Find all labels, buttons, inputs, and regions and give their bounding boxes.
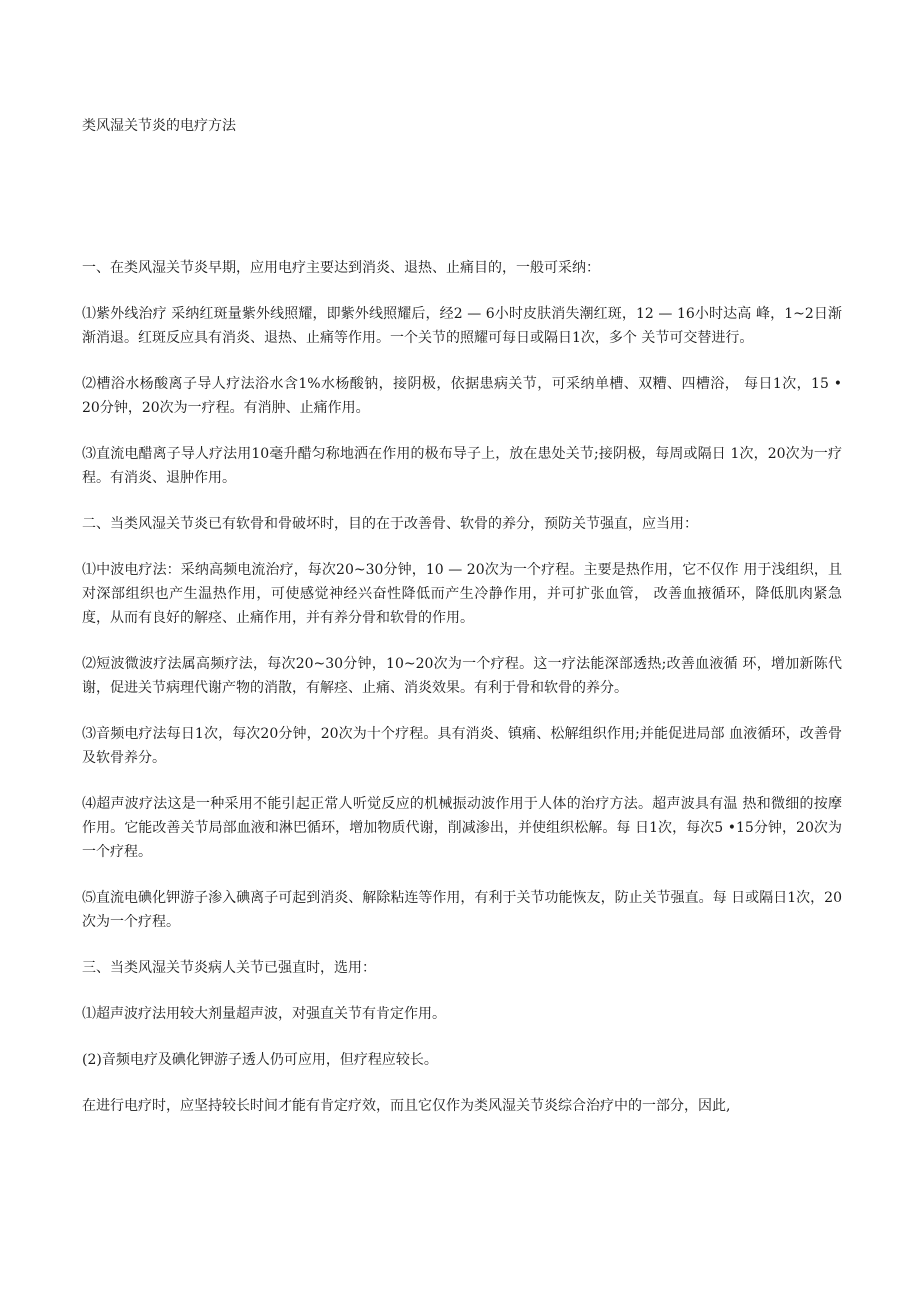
document-title: 类风湿关节炎的电疗方法 xyxy=(82,118,236,134)
section-1-intro: 一、在类风湿关节炎早期，应用电疗主要达到消炎、退热、止痛目的，一般可采纳： xyxy=(82,260,600,276)
section-2-item-1: ⑴中波电疗法：采纳高频电流治疗，每次20~30分钟，10 — 20次为一个疗程。主要是热作用，它不仅作 用于浅组织，且对深部组织也产生温热作用，可使感觉神经兴奋性降低而产生冷静作用，并可扩张血管， 改善血掖循环，降低肌肉紧急度，从而有良好的解痉、止痛作用，并有养分骨和软骨的作用。 xyxy=(82,562,842,626)
section-2-item-3: ⑶音频电疗法每日1次，每次20分钟，20次为十个疗程。具有消炎、镇痛、松解组织作用;并能促进局部 血液循环，改善骨及软骨养分。 xyxy=(82,726,842,766)
section-3-item-1: ⑴超声波疗法用较大剂量超声波，对强直关节有肯定作用。 xyxy=(82,1006,446,1022)
section-3-intro: 三、当类风湿关节炎病人关节已强直时，选用： xyxy=(82,960,376,976)
section-2-item-5: ⑸直流电碘化钾游子渗入碘离子可起到消炎、解除粘连等作用，有利于关节功能恢友，防止关节强直。每 日或隔日1次，20次为一个疗程。 xyxy=(82,890,842,930)
section-1-item-2: ⑵槽浴水杨酸离子导人疗法浴水含1%水杨酸钠，接阴极，依据患病关节，可采纳单槽、双糟、四槽浴， 每日1次，15 • 20分钟，20次为一疗程。有消肿、止痛作用。 xyxy=(82,376,842,416)
section-3-item-2: (2)音频电疗及碘化钾游子透人仍可应用，但疗程应较长。 xyxy=(82,1052,438,1068)
section-2-item-2: ⑵短波微波疗法属高频疗法，每次20~30分钟，10~20次为一个疗程。这一疗法能深部透热;改善血液循 环，增加新陈代谢，促进关节病理代谢产物的消散，有解痉、止痛、消炎效果。有利于骨和软骨的养分。 xyxy=(82,656,842,696)
section-2-intro: 二、当类风湿关节炎已有软骨和骨破坏时，目的在于改善骨、软骨的养分，预防关节强直，应当用： xyxy=(82,516,698,532)
section-2-item-4: ⑷超声波疗法这是一种采用不能引起正常人听觉反应的机械振动波作用于人体的治疗方法。超声波具有温 热和微细的按摩作用。它能改善关节局部血液和淋巴循环，增加物质代谢，削减渗出，并使组织松解。每 日1次，每次5 •15分钟，20次为一个疗程。 xyxy=(82,796,842,860)
section-1-item-3: ⑶直流电醋离子导人疗法用10毫升醋匀称地洒在作用的极布导子上，放在患处关节;接阴极，每周或隔日 1次，20次为一疗程。有消炎、退肿作用。 xyxy=(82,446,842,486)
document-body xyxy=(82,256,842,1140)
closing-paragraph: 在进行电疗时，应坚持较长时间才能有肯定疗效，而且它仅作为类风湿关节炎综合治疗中的一部分，因此, xyxy=(82,1098,731,1114)
section-1-item-1: ⑴紫外线治疗 采纳红斑量紫外线照耀，即紫外线照耀后，经2 — 6小时皮肤消失潮红斑，12 — 16小时达高 峰，1~2日渐渐消退。红斑反应具有消炎、退热、止痛等作用。一个关节的照耀可每日或隔日1次，多个 关节可交替进行。 xyxy=(82,306,842,346)
